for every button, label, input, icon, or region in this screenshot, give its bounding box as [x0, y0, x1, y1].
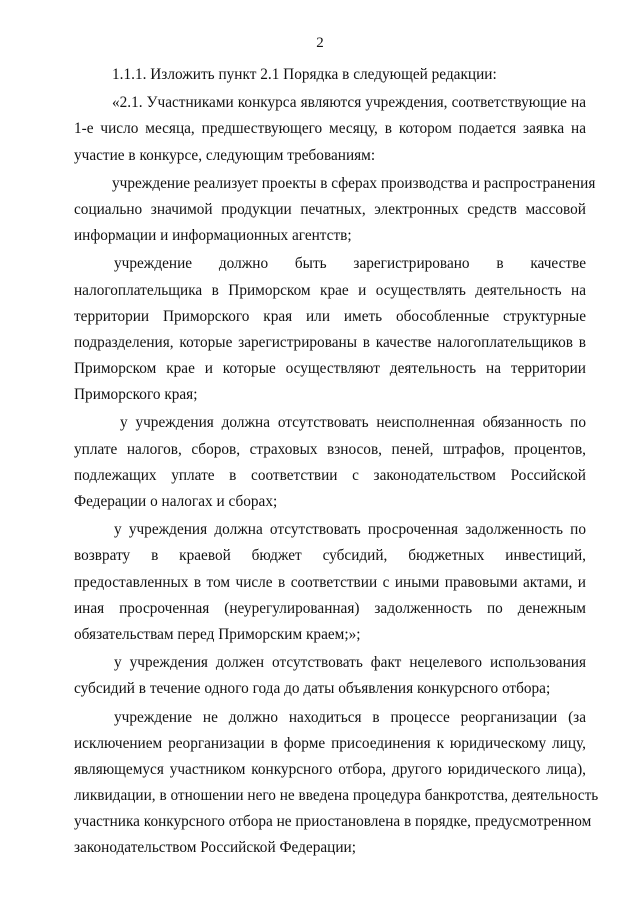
- text-line: территории Приморского края или иметь обособленные структурные: [74, 307, 586, 325]
- paragraph-participants-definition: [74, 90, 586, 169]
- text-line: Приморском крае и которые осуществляют деятельность на территории: [74, 360, 586, 378]
- page-number: 2: [316, 35, 324, 51]
- text-line: являющемуся участником конкурсного отбора, другого юридического лица),: [74, 760, 586, 778]
- text-line: уплате налогов, сборов, страховых взносов, пеней, штрафов, процентов,: [74, 440, 586, 458]
- paragraph-requirement-no-reorganization: [74, 705, 599, 862]
- document-body: [74, 62, 599, 864]
- text-line: учреждение должно быть зарегистрировано в качестве: [114, 255, 586, 273]
- text-line: 1-е число месяца, предшествующего месяцу, в котором подается заявка на: [74, 120, 586, 138]
- text-line: подразделения, которые зарегистрированы в качестве налогоплательщиков в: [74, 333, 586, 351]
- text-line: налогоплательщика в Приморском крае и осуществлять деятельность на: [74, 281, 586, 299]
- text-line: учреждение реализует проекты в сферах производства и распространения: [112, 174, 596, 192]
- text-line: Приморского края;: [74, 386, 198, 404]
- text-line: Федерации о налогах и сборах;: [74, 493, 278, 510]
- text-line: у учреждения должна отсутствовать просроченная задолженность по: [114, 521, 586, 539]
- text-line: обязательствам перед Приморским краем;»;: [74, 625, 361, 643]
- text-line: субсидий в течение одного года до даты объявления конкурсного отбора;: [74, 680, 551, 698]
- text-line: предоставленных в том числе в соответствии с иными правовыми актами, и: [74, 573, 586, 591]
- paragraph-requirement-media-projects: [74, 171, 596, 250]
- text-line: ликвидации, в отношении него не введена процедура банкротства, деятельность: [74, 787, 599, 805]
- text-line: участника конкурсного отбора не приостановлена в порядке, предусмотренном: [74, 813, 592, 831]
- text-line: законодательством Российской Федерации;: [74, 839, 356, 857]
- paragraph-requirement-no-tax-debt: [74, 410, 586, 515]
- paragraph-requirement-no-misuse: [74, 650, 586, 702]
- text-line: исключением реорганизации в форме присоединения к юридическому лицу,: [74, 734, 586, 752]
- text-line: подлежащих уплате в соответствии с законодательством Российской: [74, 466, 586, 484]
- text-line: учреждение не должно находиться в процессе реорганизации (за: [114, 708, 586, 726]
- text-line: социально значимой продукции печатных, электронных средств массовой: [74, 200, 586, 218]
- paragraph-requirement-registration: [74, 251, 586, 408]
- text-line: информации и информационных агентств;: [74, 227, 352, 245]
- text-line: у учреждения должна отсутствовать неисполненная обязанность по: [120, 414, 586, 432]
- text-line: иная просроченная (неурегулированная) задолженность по денежным: [74, 599, 586, 617]
- paragraph-requirement-no-overdue-debt: [74, 517, 586, 648]
- text-line: 1.1.1. Изложить пункт 2.1 Порядка в следующей редакции:: [112, 66, 497, 83]
- text-line: возврату в краевой бюджет субсидий, бюджетных инвестиций,: [74, 547, 586, 565]
- paragraph-amendment-instruction: [74, 62, 586, 88]
- text-line: «2.1. Участниками конкурса являются учреждения, соответствующие на: [112, 94, 586, 112]
- text-line: участие в конкурсе, следующим требованиям:: [74, 146, 376, 164]
- text-line: у учреждения должен отсутствовать факт нецелевого использования: [114, 654, 586, 672]
